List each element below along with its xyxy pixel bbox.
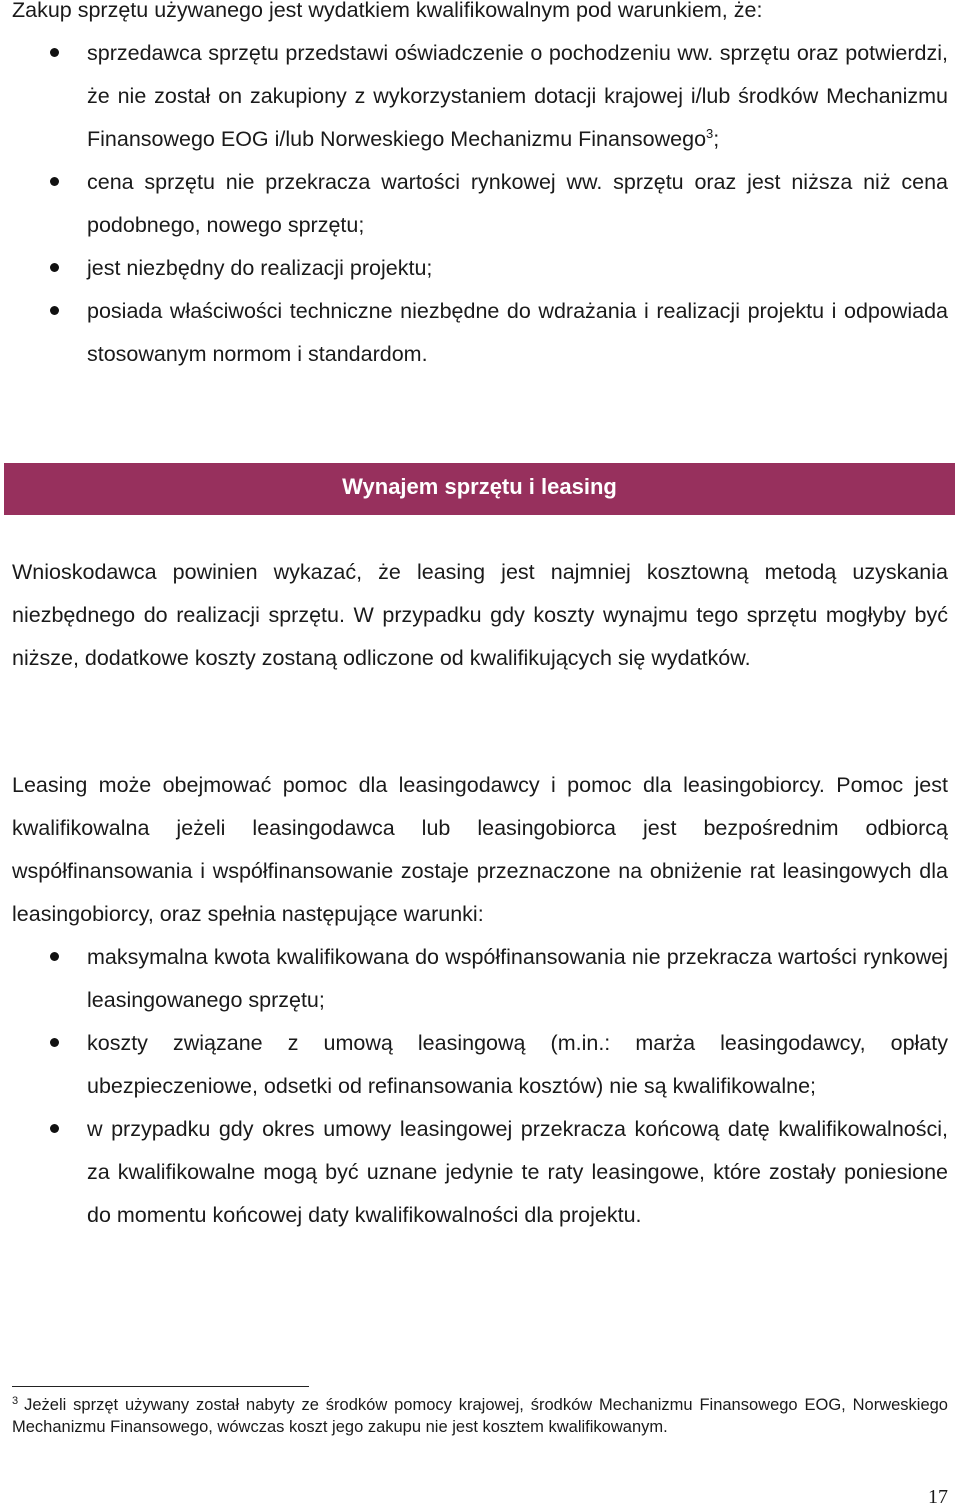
- used-equipment-conditions-list: [0, 32, 948, 376]
- list-item-text: w przypadku gdy okres umowy leasingowej przekracza końcową datę kwalifikowalności, za kwalifikowalne mogą być uznane jedynie te raty leasingowe, które zostały poniesione do momentu końcowej daty kwalifikowalności dla projektu.: [87, 1117, 948, 1227]
- section-heading-banner: [4, 463, 955, 515]
- footnote-text: Jeżeli sprzęt używany został nabyty ze środków pomocy krajowej, środków Mechanizmu Finansowego EOG, Norweskiego Mechanizmu Finansowego, wówczas koszt jego zakupu nie jest kosztem kwalifikowanym.: [12, 1396, 948, 1436]
- section-heading: Wynajem sprzętu i leasing: [342, 474, 617, 499]
- list-item-punctuation: ;: [713, 127, 720, 151]
- list-item: [0, 1022, 948, 1108]
- list-item: [0, 247, 948, 290]
- footnote-separator: [12, 1386, 309, 1387]
- list-item-text: maksymalna kwota kwalifikowana do współfinansowania nie przekracza wartości rynkowej leasingowanego sprzętu;: [87, 945, 948, 1012]
- list-item-text: jest niezbędny do realizacji projektu;: [87, 256, 433, 280]
- footnote-number: 3: [12, 1394, 19, 1407]
- list-item: [0, 161, 948, 247]
- list-item: [0, 290, 948, 376]
- list-item-text: cena sprzętu nie przekracza wartości rynkowej ww. sprzętu oraz jest niższa niż cena podobnego, nowego sprzętu;: [87, 170, 948, 237]
- intro-paragraph: Zakup sprzętu używanego jest wydatkiem kwalifikowalnym pod warunkiem, że:: [12, 0, 763, 22]
- list-item: [0, 936, 948, 1022]
- footnote: [12, 1394, 948, 1438]
- list-item-text: posiada właściwości techniczne niezbędne do wdrażania i realizacji projektu i odpowiada stosowanym normom i standardom.: [87, 299, 948, 366]
- list-item-text: koszty związane z umową leasingową (m.in.: marża leasingodawcy, opłaty ubezpieczeniowe, odsetki od refinansowania kosztów) nie są kwalifikowalne;: [87, 1031, 948, 1098]
- list-item: [0, 1108, 948, 1237]
- leasing-paragraph-1: Wnioskodawca powinien wykazać, że leasing jest najmniej kosztowną metodą uzyskania niezbędnego do realizacji sprzętu. W przypadku gdy koszty wynajmu tego sprzętu mogłyby być niższe, dodatkowe koszty zostaną odliczone od kwalifikujących się wydatków.: [12, 560, 948, 670]
- leasing-paragraph-2: Leasing może obejmować pomoc dla leasingodawcy i pomoc dla leasingobiorcy. Pomoc jest kwalifikowalna jeżeli leasingodawca lub leasingobiorca jest bezpośrednim odbiorcą współfinansowania i współfinansowanie zostaje przeznaczone na obniżenie rat leasingowych dla leasingobiorcy, oraz spełnia następujące warunki:: [12, 773, 948, 926]
- list-item-text: sprzedawca sprzętu przedstawi oświadczenie o pochodzeniu ww. sprzętu oraz potwierdzi, że nie został on zakupiony z wykorzystaniem dotacji krajowej i/lub środków Mechanizmu Finansowego EOG i/lub Norweskiego Mechanizmu Finansowego: [87, 41, 948, 151]
- footnote-reference[interactable]: 3: [706, 125, 714, 141]
- list-item: [0, 32, 948, 161]
- leasing-conditions-list: [0, 936, 948, 1237]
- page-number: 17: [928, 1486, 948, 1508]
